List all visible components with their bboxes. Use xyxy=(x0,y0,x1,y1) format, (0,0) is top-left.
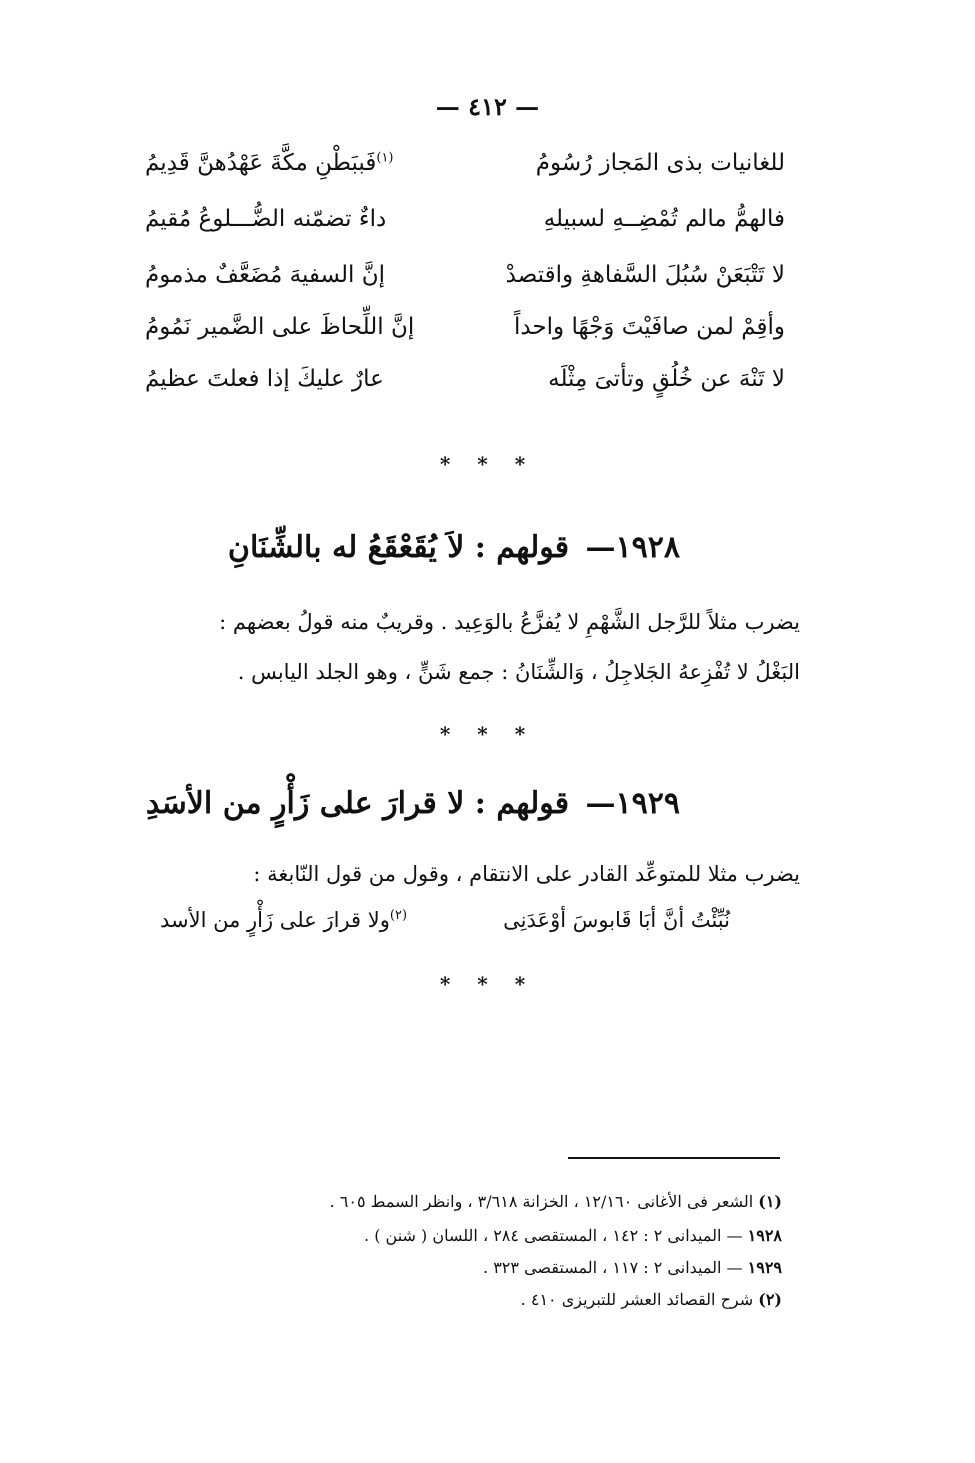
footnote-text: شرح القصائد العشر للتبريزى ٤١٠ . xyxy=(520,1290,754,1309)
verse-second-hemistich xyxy=(145,150,394,176)
verse-first-hemistich: للغانيات بذى المَجاز رُسُومُ xyxy=(535,150,785,176)
verse-line xyxy=(145,366,785,406)
verse-second-hemistich: داءٌ تضمّنه الضُّـــلوعُ مُقيمُ xyxy=(145,206,387,232)
poem-first-hemistich: نُبِّئْتُ أنَّ أبَا قَابوسَ أوْعَدَنِى xyxy=(503,908,730,932)
footnote-text: — الميدانى ٢ : ١٤٢ ، المستقصى ٢٨٤ ، اللسان ( شنن ) . xyxy=(364,1226,743,1245)
verse-first-hemistich: فالهمُّ مالم تُمْضِــهِ لسبيلهِ xyxy=(543,206,785,232)
verse-line xyxy=(145,206,785,246)
footnote-label: ١٩٢٩ xyxy=(747,1258,782,1277)
verse-second-hemistich: إنَّ اللِّحاظَ على الضَّمير نَمُومُ xyxy=(145,314,415,340)
footnote-label: (٢) xyxy=(758,1290,782,1309)
paragraph-line: البَغْلُ لا تُفْزِعهُ الجَلاجِلُ ، وَالشِّنَانُ : جمع شَنٍّ ، وهو الجلد اليابس . xyxy=(237,660,800,684)
section-number: ١٩٢٨— xyxy=(585,530,680,565)
verse-line xyxy=(145,262,785,302)
page-number: — ٤١٢ — xyxy=(435,92,540,121)
footnote xyxy=(110,1192,782,1211)
footnote-marker: (١) xyxy=(376,150,394,166)
poem-line xyxy=(160,908,730,944)
paragraph-line: يضرب مثلا للمتوعِّد القادر على الانتقام ، وقول من قول النّابغة : xyxy=(253,862,800,886)
verse-first-hemistich: لا تَتْبَعَنْ سُبُلَ السَّفاهةِ واقتصدْ xyxy=(505,262,785,288)
footnote xyxy=(110,1290,782,1309)
section-number: ١٩٢٩— xyxy=(585,786,680,821)
verse-line xyxy=(145,150,785,190)
verse-first-hemistich: لا تَنْهَ عن خُلُقٍ وتأتىَ مِثْلَه xyxy=(548,366,785,392)
poem-second-hemistich xyxy=(160,908,407,932)
footnote xyxy=(110,1258,782,1277)
section-separator: * * * xyxy=(439,972,536,996)
footnote-label: (١) xyxy=(758,1192,782,1211)
footnote-marker: (٢) xyxy=(389,908,408,923)
footnote-text: الشعر فى الأغانى ١٢/١٦٠ ، الخزانة ٣/٦١٨ ، وانظر السمط ٦٠٥ . xyxy=(329,1192,754,1211)
section-separator: * * * xyxy=(439,452,536,476)
footnote-label: ١٩٢٨ xyxy=(747,1226,782,1245)
verse-second-hemistich: إنَّ السفيهَ مُضَعَّفٌ مذمومُ xyxy=(145,262,386,288)
footnote xyxy=(110,1226,782,1245)
section-separator: * * * xyxy=(439,722,536,746)
footnote-rule xyxy=(568,1157,780,1159)
verse-first-hemistich: وأقِمْ لمن صافَيْتَ وَجْهًا واحداً xyxy=(513,314,785,340)
verse-line xyxy=(145,314,785,354)
section-heading xyxy=(120,530,680,565)
section-heading xyxy=(120,786,680,821)
section-title: قولهم : لا قرارَ على زَأْرٍ من الأسَدِ xyxy=(145,786,570,821)
verse-second-hemistich-text: فَببَطْنِ مكَّةَ عَهْدُهنَّ قَدِيمُ xyxy=(145,150,377,176)
footnote-text: — الميدانى ٢ : ١١٧ ، المستقصى ٣٢٣ . xyxy=(483,1258,743,1277)
poem-second-hemistich-text: ولا قرارَ على زَأْرٍ من الأسد xyxy=(160,908,390,932)
section-title: قولهم : لاَ يُقَعْقَعُ له بالشِّنَانِ xyxy=(227,530,570,565)
paragraph-line: يضرب مثلاً للرَّجل الشَّهْمِ لا يُفزَّعُ بالوَعِيد . وقريبٌ منه قولُ بعضهم : xyxy=(219,610,800,634)
verse-second-hemistich: عارٌ عليكَ إذا فعلتَ عظيمُ xyxy=(145,366,384,392)
